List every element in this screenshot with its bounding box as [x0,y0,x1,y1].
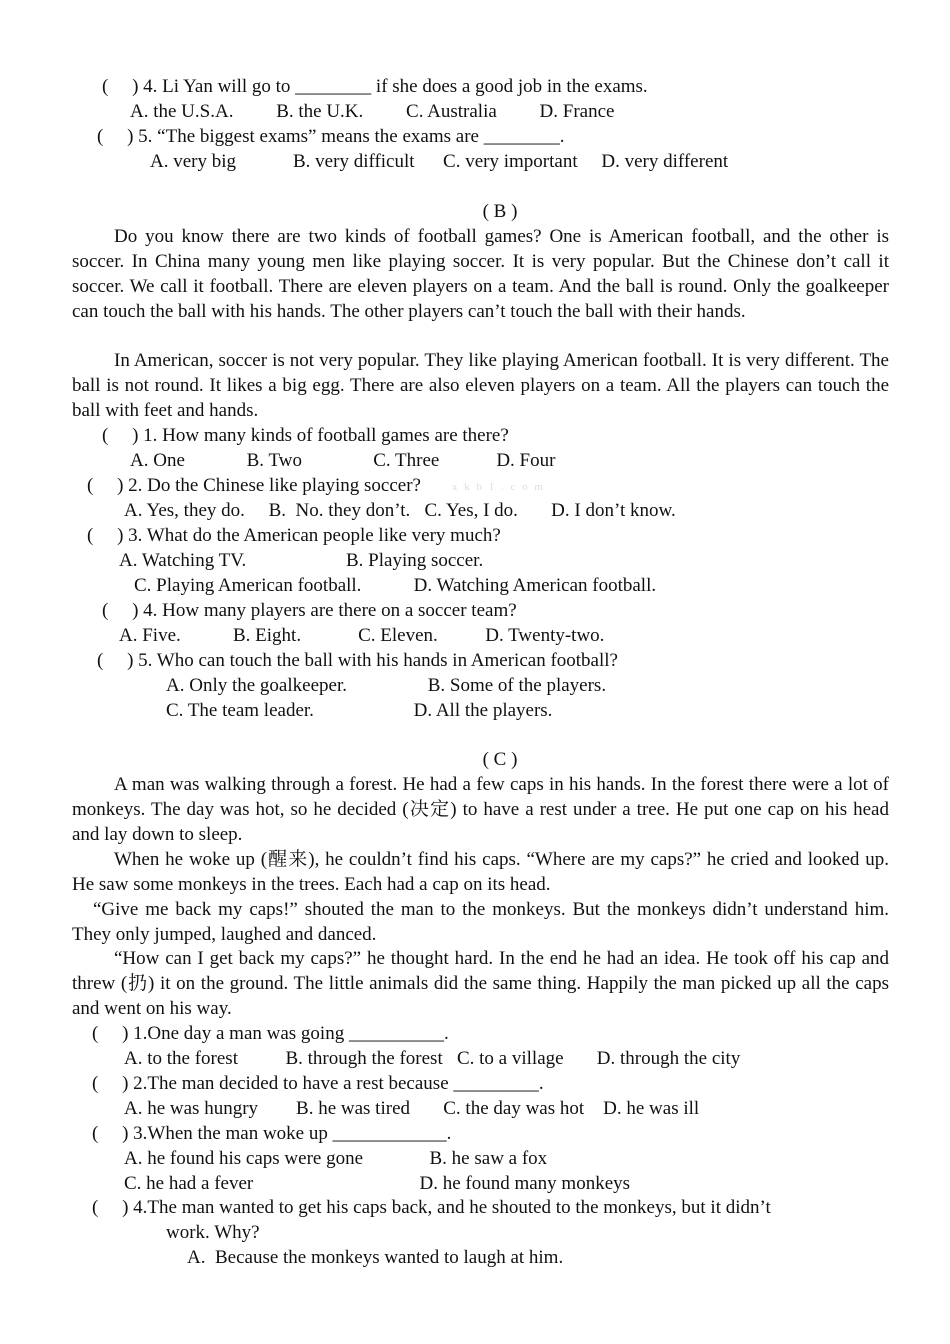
a-question-5-options: A. very big B. very difficult C. very important D. very different [150,151,729,172]
section-c-heading: ( C ) [482,749,518,770]
b-question-1: ( ) 1. How many kinds of football games are there? [102,425,509,446]
c-question-1-options: A. to the forest B. through the forest C. to a village D. through the city [124,1048,741,1069]
c-question-3-options-row2: C. he had a fever D. he found many monkeys [124,1173,631,1194]
b-question-5-options-row1: A. Only the goalkeeper. B. Some of the players. [166,675,607,696]
c-paragraph-2: When he woke up (醒来), he couldn’t find his caps. “Where are my caps?” he cried and looked up. He saw some monkeys in the trees. Each had a cap on its head. [72,849,889,895]
c-question-2: ( ) 2.The man decided to have a rest because _________. [92,1073,544,1094]
b-question-3-options-row2: C. Playing American football. D. Watching American football. [134,575,657,596]
b-question-5: ( ) 5. Who can touch the ball with his hands in American football? [97,650,618,671]
c-question-4-option-a: A. Because the monkeys wanted to laugh at him. [187,1247,564,1268]
b-paragraph-1: Do you know there are two kinds of football games? One is American football, and the other is soccer. In China many young men like playing soccer. It is very popular. But the Chinese don’t call it soccer. We call it football. There are eleven players on a team. And the ball is round. Only the goalkeeper can touch the ball with his hands. The other players can’t touch the ball with their hands. [72,226,889,322]
watermark: x k b 1 . c o m [452,481,545,493]
b-question-3-options-row1: A. Watching TV. B. Playing soccer. [119,550,484,571]
c-question-2-options: A. he was hungry B. he was tired C. the day was hot D. he was ill [124,1098,700,1119]
b-question-2: ( ) 2. Do the Chinese like playing soccer? [87,475,421,496]
c-question-4-line2: work. Why? [166,1222,260,1243]
b-question-2-options: A. Yes, they do. B. No. they don’t. C. Yes, I do. D. I don’t know. [124,500,676,521]
section-b-heading: ( B ) [482,201,518,222]
c-question-3: ( ) 3.When the man woke up ____________. [92,1123,452,1144]
c-question-4-line1: ( ) 4.The man wanted to get his caps back, and he shouted to the monkeys, but it didn’t [92,1197,771,1218]
b-question-1-options: A. One B. Two C. Three D. Four [130,450,556,471]
b-question-3: ( ) 3. What do the American people like very much? [87,525,501,546]
a-question-5: ( ) 5. “The biggest exams” means the exams are ________. [97,126,565,147]
b-paragraph-2: In American, soccer is not very popular. They like playing American football. It is very different. The ball is not round. It likes a big egg. There are also eleven players on a team. All the players can touch the ball with feet and hands. [72,350,889,421]
c-paragraph-1: A man was walking through a forest. He had a few caps in his hands. In the forest there were a lot of monkeys. The day was hot, so he decided (决定) to have a rest under a tree. He put one cap on his head and lay down to sleep. [72,774,889,845]
c-question-1: ( ) 1.One day a man was going __________. [92,1023,449,1044]
b-question-5-options-row2: C. The team leader. D. All the players. [166,700,553,721]
b-question-4-options: A. Five. B. Eight. C. Eleven. D. Twenty-two. [119,625,605,646]
c-paragraph-3: “Give me back my caps!” shouted the man to the monkeys. But the monkeys didn’t understand him. They only jumped, laughed and danced. [72,899,889,945]
c-paragraph-4: “How can I get back my caps?” he thought hard. In the end he had an idea. He took off his cap and threw (扔) it on the ground. The little animals did the same thing. Happily the man picked up all the caps and went on his way. [72,948,889,1019]
c-question-3-options-row1: A. he found his caps were gone B. he saw a fox [124,1148,548,1169]
b-question-4: ( ) 4. How many players are there on a soccer team? [102,600,517,621]
a-question-4-options: A. the U.S.A. B. the U.K. C. Australia D. France [130,101,615,122]
a-question-4: ( ) 4. Li Yan will go to ________ if she does a good job in the exams. [102,76,648,97]
